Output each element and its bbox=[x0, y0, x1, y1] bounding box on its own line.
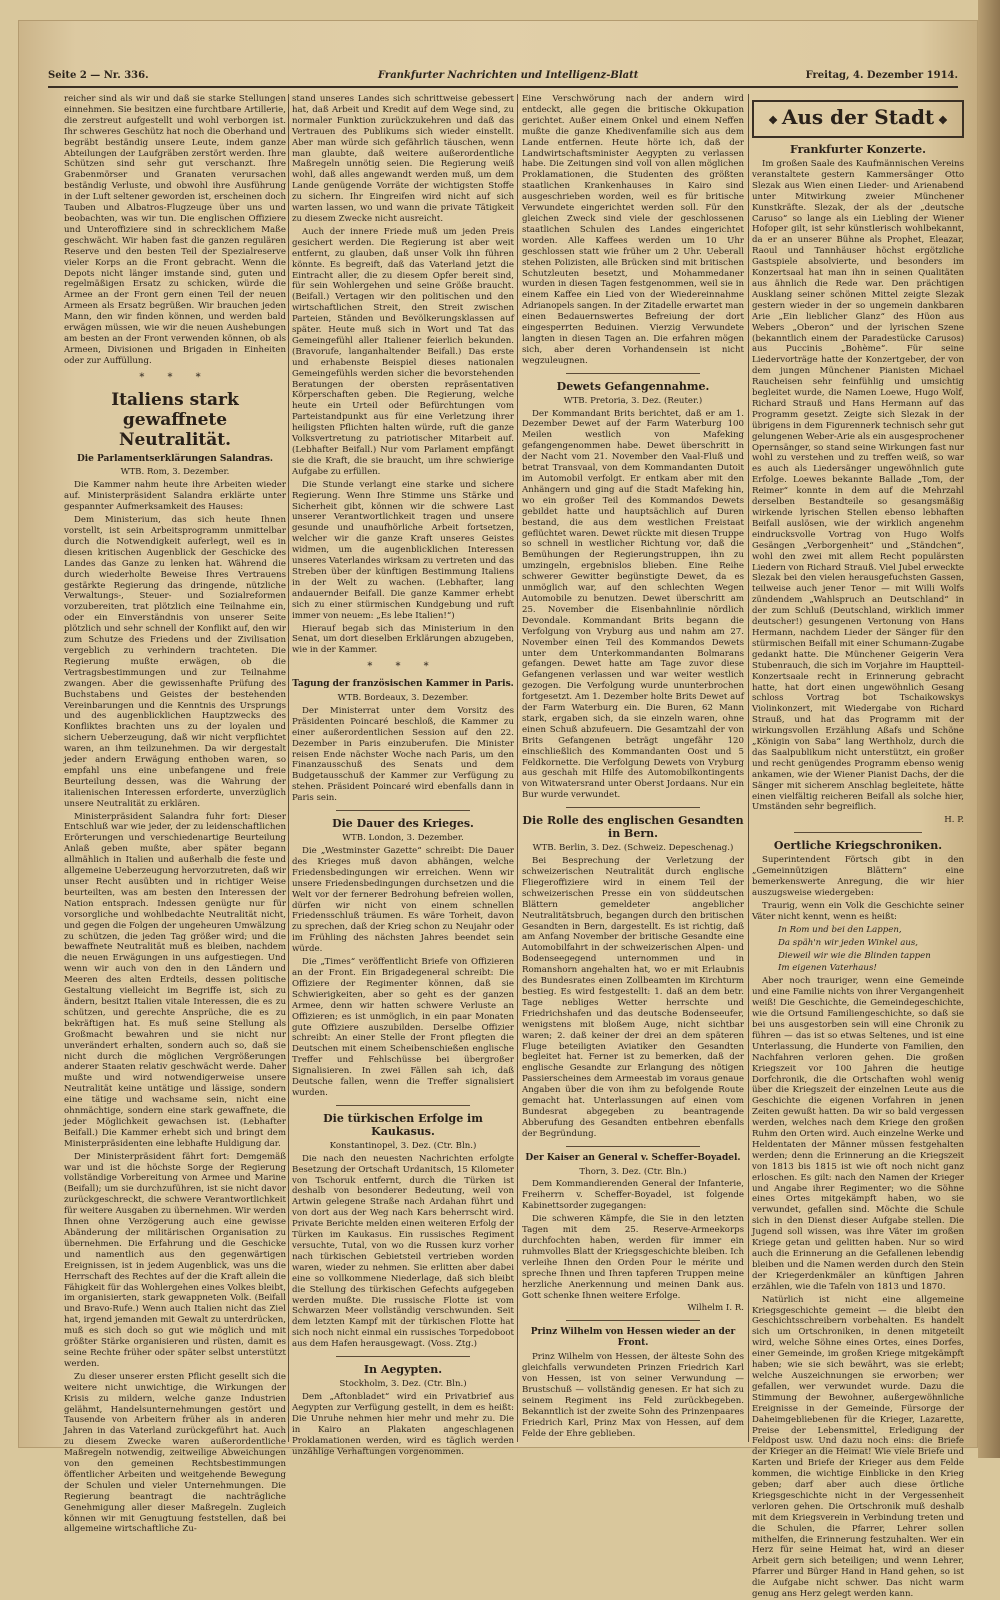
poem-line: In Rom und bei den Lappen, bbox=[778, 924, 902, 935]
dateline: WTB. Berlin, 3. Dez. (Schweiz. Depeschenag.) bbox=[532, 843, 734, 854]
article-paragraph: Der Ministerrat unter dem Vorsitz des Präsidenten Poincaré beschloß, die Kammer zu einer außerordentlichen Session auf den 22. Dezember in Paris einzuberufen. Die Minister reisen Ende nächster Woche nach Paris, um den Finanzausschuß des Senats und dem Budgetausschuß der Kammer zur Verfügung zu stehen. Präsident Poincaré wird ebenfalls dann in Paris sein. bbox=[292, 705, 514, 804]
article-paragraph: Der Kommandant Brits berichtet, daß er am 1. Dezember Dewet auf der Farm Waterburg 100 Meilen westlich von Mafeking gefangengenommen habe. Dewet überschritt in der Nacht vom 21. November den Vaal-Fluß und betrat Transvaal, von dem Kommandanten Dutoit im Automobil verfolgt. Er entkam aber mit den Anhängern und ging auf die Stadt Mafeking hin, wo ein großer Teil des Kommandos Dewets gebildet hatte und hauptsächlich auf Duren bestand, die aus dem westlichen Freistaat geflüchtet waren. Dewet rückte mit diesen Truppe so schnell in westlicher Richtung vor, daß die Bemühungen der Regierungstruppen, ihn zu umzingeln, ergebnislos blieben. Eine Reihe schwerer Gewitter begünstigte Dewet, da es unmöglich war, auf den schlechten Wegen Automobile zu benutzen. Dewet überschritt am 25. November die Eisenbahnlinie nördlich Devondale. Kommandant Brits begann die Verfolgung von Vryburg aus und nahm am 27. November einen Teil des Kommandos Dewets unter dem Unterkommandanten Bolmarans gefangen. Dewet hatte am Tage zuvor diese Gefangenen verlassen und war weiter westlich gezogen. Die Verfolgung wurde ununterbrochen fortgesetzt. Am 1. Dezember holte Brits Dewet auf der Farm Waterburg ein. Die Buren, 62 Mann stark, ergaben sich, da sie einzeln waren, ohne einen Schuß abzufeuern. Die Gesamtzahl der von Brits Gefangenen beträgt ungefähr 120 einschließlich des Kommandanten Oost und 5 Feldkornette. Die Verfolgung Dewets von Vryburg aus geschah mit Hilfe des Automobilkontingents von Witwatersrand unter Oberst Jordaans. Nur ein Bur wurde verwundet. bbox=[522, 408, 744, 801]
article-paragraph: Hierauf begab sich das Ministerium in den Senat, um dort dieselben Erklärungen abzugeben, wie in der Kammer. bbox=[292, 623, 514, 656]
signature: Wilhelm I. R. bbox=[687, 1303, 744, 1314]
article-paragraph: Die schweren Kämpfe, die Sie in den letzten Tagen mit dem 25. Reserve-Armeekorps durchfochten haben, werden für immer ein ruhmvolles Blatt der Kriegsgeschichte bleiben. Ich verleihe Ihnen den Orden Pour le mérite und spreche Ihnen und Ihren tapferen Truppen meine herzliche Anerkennung und meinen Dank aus. Gott schenke Ihnen weitere Erfolge. bbox=[522, 1214, 744, 1301]
article-paragraph: Die Kammer nahm heute ihre Arbeiten wieder auf. Ministerpräsident Salandra erklärte unter gespannter Aufmerksamkeit des Hauses: bbox=[64, 480, 286, 513]
poem-line: Im eigenen Vaterhaus! bbox=[778, 963, 877, 974]
dateline: WTB. Pretoria, 3. Dez. (Reuter.) bbox=[563, 395, 703, 406]
article-text: reicher sind als wir und daß sie starke Stellungen einnehmen. Sie besitzen eine furchtbare Artillerie, die zerstreut aufgestellt und wohl verborgen ist. Ihr schweres Geschütz hat noch die Oberhand und begräbt beständig unsere Leute, indem ganze Abteilungen der Laufgräben zerstört werden. Ihre Schützen sind sehr gut verschanzt. Ihre Grabenmörser und Granaten verursachen beständig Verluste, und obwohl ihre Ausführung in der Luft seltener geworden ist, erscheinen doch Tauben und Albatros-Flugzeuge über uns und beobachten, was wir tun. Die englischen Offiziere und Unteroffiziere sind in schrecklichem Maße geschwächt. Wir haben fast die ganzen regulären Reserve und den besten Teil der Spezialreserve vieler Korps an die Front gebracht. Wenn die Depots nicht länger imstande sind, guten und regelmäßigen Ersatz zu schicken, würde die Armee an der Front gern einen Teil der neuen Armeen als Ersatz begrüßen. Wir brauchen jeden Mann, den wir finden können, und werden bald erwägen müssen, wie wir die neuen Aushebungen am besten an der Front verwenden können, ob als Armeen, Divisionen und Brigaden in Einheiten oder zur Auffüllung. bbox=[64, 94, 286, 366]
article-paragraph: Die Stunde verlangt eine starke und sichere Regierung. Wenn Ihre Stimme uns Stärke und Sicherheit gibt, können wir die schwere Last unserer Verantwortlichkeit tragen und unsere gesunde und unaufhörliche Arbeit fortsetzen, welcher wir die ganze Kraft unseres Geistes widmen, um die augenblicklichen Interessen unseres Vaterlandes wirksam zu vertreten und das Streben über der künftigen Bestimmung Italiens in der Welt zu wachen. (Lebhafter, lang andauernder Beifall. Die ganze Kammer erhebt sich zu einer stürmischen Kundgebung und ruft immer von neuem: „Es lebe Italien!“) bbox=[292, 479, 514, 621]
dateline: Stockholm, 3. Dez. (Ctr. Bln.) bbox=[339, 1379, 467, 1390]
page-number: Seite 2 — Nr. 336. bbox=[48, 70, 149, 81]
article-paragraph: Auch der innere Friede muß um jeden Preis gesichert werden. Die Regierung ist aber weit entfernt, zu glauben, daß unser Volk ihn führen könnte. Es begreift, daß das Vaterland jetzt die Eintracht aller, die zu diesem Opfer bereit sind, für sein Wohlergehen und seine Größe braucht. (Beifall.) Vertagen wir den politischen und den wirtschaftlichen Streit, den Streit zwischen Parteien, Ständen und Bevölkerungsklassen auf später. Heute muß sich in Wort und Tat das Gemeingefühl aller Italiener feierlich bekunden. (Bravorufe, langanhaltender Beifall.) Das erste und erhabenste Beispiel dieses nationalen Gemeingefühls werden sicher die bevorstehenden Beratungen der obersten repräsentativen Körperschaften geben. Die Regierung, welche heute ein Urteil oder Befürchtungen vom Parteistandpunkt aus für eine Verletzung ihrer heiligsten Pflichten halten würde, ruft die ganze Volksvertretung zu patriotischer Mitarbeit auf. (Lebhafter Beifall.) Nur vom Parlament empfängt sie die Kraft, die sie braucht, um ihre schwierige Aufgabe zu erfüllen. bbox=[292, 226, 514, 477]
subhead-salandra: Die Parlamentserklärungen Salandras. bbox=[76, 453, 274, 464]
poem-line: Da späh'n wir jeden Winkel aus, bbox=[778, 937, 919, 948]
article-paragraph: Natürlich ist nicht eine allgemeine Kriegsgeschichte gemeint — die bleibt den Geschichtsschreibern vorbehalten. Es handelt sich um Ortschroniken, in denen mitgeteilt wird, welche Söhne eines Ortes, eines Dorfes, einer Gemeinde, im großen Kriege mitgekämpft haben; wie sie sich bewährt, was sie erlebt; welche Auszeichnungen sie erworben; wer gefallen, wer verwundet wurde. Dazu die Stimmung der Bewohner, außergewöhnliche Ereignisse in der Gemeinde, Fürsorge der Daheimgebliebenen für die Krieger, Lazarette, Preise der Lebensmittel, Erledigung der Feldpost usw. Und dazu noch eins: die Briefe der Krieger an die Heimat! Wie viele Briefe und Karten und Briefe der Krieger aus dem Felde kommen, die wichtige Einblicke in den Krieg geben; darf aber auch diese örtliche Kriegsgeschichte nicht in der Vergessenheit verloren gehen. Die Ortschronik muß deshalb mit dem Kriegsverein in Verbindung treten und die Schulen, die Pfarrer, Lehrer sollen mithelfen, die Erinnerung festzuhalten. Wer ein Herz für seine Heimat hat, wird an dieser Arbeit gern sich beteiligen; und wenn Lehrer, Pfarrer und Bürger Hand in Hand gehen, so ist die Aufgabe nicht schwer. Das nicht warm genug ans Herz gelegt werden kann. bbox=[752, 1294, 964, 1600]
column-1 bbox=[64, 94, 286, 1535]
headline-french-chamber: Tagung der französischen Kammer in Paris. bbox=[292, 679, 514, 690]
article-paragraph: Der Ministerpräsident fährt fort: Demgemäß war und ist die höchste Sorge der Regierung vollständige Vorbereitung von Armee und Marine (Beifall); um sie durchzuführen, ist sie nicht davor zurückgeschreckt, die schwere Verantwortlichkeit für weitere Ausgaben zu übernehmen. Wir werden Ihnen ohne Verzögerung auch eine gewisse Abänderung der militärischen Organisation zu übernehmen. Die Erfahrung und die Geschicke und namentlich aus den gegenwärtigen Ereignissen, ist in jedem Augenblick, was uns die Herrschaft des Rechtes auf der die Kraft allein die Fähigkeit für das Wohlergehen eines Volkes bleibt, im organisierten, stark gewappneten Volk. (Beifall und Bravo-Rufe.) Wenn auch Italien nicht das Ziel hat, irgend jemanden mit Gewalt zu unterdrücken, muß es sich doch so gut wie möglich und mit größter Stärke organisieren und rüsten, damit es seine Rechte früher oder später selbst unterstützt werden. bbox=[64, 1151, 286, 1369]
separator bbox=[566, 373, 699, 374]
headline-dewet: Dewets Gefangennahme. bbox=[556, 379, 710, 393]
article-paragraph: Bei Besprechung der Verletzung der schweizerischen Neutralität durch englische Fliegeroffiziere wird in einem Teil der schweizerischen Presse ein von süddeutschen Blättern gemeldeter angeblicher Neutralitätsbruch, begangen durch den britischen Gesandten in Bern, dargestellt. Es ist richtig, daß am Anfang November der britische Gesandte eine Automobilfahrt in der schweizerischen Alpen- und Bodenseegegend unternommen und in Romanshorn angehalten hat, wo er mit Erlaubnis des Bundesrates einen Zollbeamten im Kirchturm bestieg. Es wird festgestellt: 1. daß an dem betr. Tage nebliges Wetter herrschte und Friedrichshafen und das deutsche Bodenseeufer, wenigstens mit bloßem Auge, nicht sichtbar waren; 2. daß keiner der drei an dem späteren Fluge beteiligten Aviatiker den Gesandten begleitet hat. Ferner ist zu bemerken, daß der englische Gesandte zur Erlangung des nötigen Passierscheines dem Armeestab im voraus genaue Angaben über die von ihm zu befolgende Route gemacht hat. Unterlassungen auf einen vom Bundesrat abgegeben zu beantragende Abberufung des Gesandten entbehren ebenfalls der Begründung. bbox=[522, 856, 744, 1139]
article-paragraph: Dem „Aftonbladet“ wird ein Privatbrief aus Aegypten zur Verfügung gestellt, in dem es heißt: Die Unruhe nehmen hier mehr und mehr zu. Die in Kairo an Plakaten angeschlagenen Proklamationen werden, wird es täglich werden unzählige Verhaftungen vorgenommen. bbox=[292, 1391, 514, 1457]
dateline: WTB. Bordeaux, 3. Dezember. bbox=[337, 693, 469, 704]
article-paragraph: Dem Kommandierenden General der Infanterie, Freiherrn v. Scheffer-Boyadel, ist folgende Kabinettsorder zugegangen: bbox=[522, 1179, 744, 1212]
signature: H. P. bbox=[944, 815, 964, 826]
separator bbox=[566, 1320, 699, 1321]
column-3 bbox=[522, 94, 744, 1442]
article-paragraph: Prinz Wilhelm von Hessen, der älteste Sohn des gleichfalls verwundeten Prinzen Friedrich Karl von Hessen, ist von seiner Verwundung — Brustschuß — vollständig genesen. Er hat sich zu seinem Regiment ins Feld zurückbegeben. Bekanntlich ist der zweite Sohn des Prinzenpaares Friedrich Karl, Prinz Max von Hessen, auf dem Felde der Ehre geblieben. bbox=[522, 1352, 744, 1439]
headline-english-envoy: Die Rolle des englischen Gesandten in Bern. bbox=[522, 814, 744, 841]
separator bbox=[566, 1146, 699, 1147]
dateline: WTB. Rom, 3. Dezember. bbox=[120, 467, 230, 478]
issue-date: Freitag, 4. Dezember 1914. bbox=[805, 70, 958, 81]
headline-war-chronicles: Oertliche Kriegschroniken. bbox=[773, 839, 943, 853]
article-paragraph: Ministerpräsident Salandra fuhr fort: Dieser Entschluß war wie jeder, der zu leidenschaftlichen Erörterungen und verschiedenartige Beurteilung Anlaß geben mußte, aber später begann allmählich in Italien und außerhalb die feste und allgemeine Ueberzeugung hervorzutreten, daß wir unser Recht ausübten und in richtiger Weise beurteilten, was am besten den Interessen der Nation entsprach. Indessen genügte nur für vorsorgliche und wohlbedachte Neutralität nicht, und gegen die Folgen der ungeheuren Umwälzung zu schützen, die jeden Tag größer wird; und die bewaffnete Neutralität muß es bleiben, nachdem die neuen Erwägungen in uns aufgestiegen. Und wenn wir auch von den in den Ländern und Meeren des alten Erdteils, dessen politische Gestaltung vielleicht im Begriffe ist, sich zu ändern, besitzt Italien vitale Interessen, die es zu schützen, und gerechte Ansprüche, die es zu bekräftigen hat. Es muß seine Stellung als Großmacht bewahren und sie nicht nur unverändert erhalten, sondern auch so, daß sie nicht durch die möglichen Vergrößerungen anderer Staaten relativ geschwächt werde. Daher mußte und wird notwendigerweise unsere Neutralität keine untätige und lässige, sondern eine tätige und wachsame sein, nicht eine ohnmächtige, sondern eine stark gewaffnete, die jeder Möglichkeit gewachsen ist. (Lebhafter Beifall.) Die Kammer erhebt sich und bringt dem Ministerpräsidenten eine lebhafte Huldigung dar. bbox=[64, 811, 286, 1149]
section-stars: * * * bbox=[139, 371, 211, 383]
dateline: WTB. London, 3. Dezember. bbox=[342, 833, 464, 844]
headline-italy: Italiens stark gewaffnete Neutralität. bbox=[111, 389, 239, 450]
article-paragraph: Aber noch trauriger, wenn eine Gemeinde und eine Familie nichts von ihrer Vergangenheit weiß! Die Geschichte, die Gemeindegeschichte, wie die Ortsund Familiengeschichte, so daß sie bei uns ausgestorben sein will eine Chronik zu führen — das ist so etwas Seltenes, und ist eine Unterlassung, die Hunderte von Familien, den Nachfahren verloren gehen. Die großen Kriegszeit vor 100 Jahren die heutige Dorfchronik, die die Ortschaften wohl wenig über die Kriegszeit der einzelnen Leute aus die Geschichte die eigenen Vorfahren in jenen Zeiten gewußt hatten. Da wir so bald vergessen werden, welches nach dem Kriege den großen Ruhm den Orten wird. Auch einzelne Werke und Heldentaten der Männer müssen festgehalten werden; denn die Erinnerung an die Kriegszeit von 1813 bis 1815 ist wie oft noch nicht ganz erloschen. Es gilt: nach den Namen der Krieger und Angabe ihrer Regimenter; wo die Söhne eines Ortes mitgekämpft haben, wo sie verwundet, gefallen sind. Möchte die Schule sich in den Dienst dieser Aufgabe stellen. Die Jugend soll wissen, was ihre Väter im großen Kriege getan und gelitten haben. Nur so wird auch die Erinnerung an die Gefallenen lebendig bleiben und die Namen werden durch den Stein der Kriegerdenkmäler an künftigen Jahren erzählen, wie die Tafeln von 1813 und 1870. bbox=[752, 976, 964, 1292]
masthead: Frankfurter Nachrichten und Intelligenz-Blatt bbox=[378, 70, 639, 81]
column-4 bbox=[752, 94, 964, 1600]
article-paragraph: Die nach den neuesten Nachrichten erfolgte Besetzung der Ortschaft Urdanitsch, 15 Kilometer von Tschoruk entfernt, durch die Türken ist deshalb von besonderer Bedeutung, weil von Artwin gelegene Straße nach Ardahan führt und von dort aus der Weg nach Kars beherrscht wird. Private Berichte melden einen weiteren Erfolg der Türken im Kaukasus. Ein russisches Regiment versuchte, Tutal, von wo die Russen kurz vorher nach türkischen Gebietsteil vertrieben worden waren, wieder zu nehmen. Sie erlitten aber dabei eine so vollkommene Niederlage, daß sich bleibt die Stellung des türkischen Gefechts aufgegeben werden mußte. Die russische Flotte ist vom Schwarzen Meer vollständig verschwunden. Seit dem letzten Kampf mit der türkischen Flotte hat sich noch nicht einmal ein russisches Torpedoboot aus dem Hafen herausgewagt. (Voss. Ztg.) bbox=[292, 1153, 514, 1350]
ornament-icon: ❖ bbox=[934, 114, 948, 127]
separator bbox=[794, 832, 921, 833]
article-paragraph: stand unseres Landes sich schrittweise gebessert hat, daß Arbeit und Kredit auf dem Wege sind, zu normaler Funktion zurückzukehren und daß das Vertrauen des Publikums sich wieder einstellt. Aber man würde sich gefährlich täuschen, wenn man glaubte, daß weitere außerordentliche Maßregeln unnötig seien. Die Regierung weiß wohl, daß alles angewandt werden muß, um dem Lande genügende Vorräte der wichtigsten Stoffe zu sichern. Ihr Eingreifen wird nicht auf sich warten lassen, wo und wann die private Tätigkeit zu diesem Zwecke nicht ausreicht. bbox=[292, 94, 514, 224]
section-title: Aus der Stadt bbox=[781, 105, 935, 129]
headline-prince-wilhelm: Prinz Wilhelm von Hessen wieder an der Front. bbox=[530, 1327, 736, 1349]
headline-concerts: Frankfurter Konzerte. bbox=[790, 143, 926, 156]
poem-line: Dieweil wir wie die Blinden tappen bbox=[778, 950, 931, 961]
separator bbox=[336, 1105, 469, 1106]
headline-egypt: In Aegypten. bbox=[363, 1363, 443, 1377]
separator bbox=[566, 807, 699, 808]
headline-caucasus: Die türkischen Erfolge im Kaukasus. bbox=[323, 1111, 483, 1138]
column-rule bbox=[748, 94, 749, 1442]
section-box bbox=[752, 100, 964, 138]
ornament-icon: ❖ bbox=[768, 114, 782, 127]
headline-kaiser: Der Kaiser an General v. Scheffer-Boyadel. bbox=[525, 1152, 741, 1163]
article-paragraph: Superintendent Förtsch gibt in den „Gemeinnützigen Blättern“ eine bemerkenswerte Anregung, die wir hier auszugsweise wiedergeben: bbox=[752, 855, 964, 898]
article-paragraph: Im großen Saale des Kaufmännischen Vereins veranstaltete gestern Kammersänger Otto Slezak aus Wien einen Lieder- und Arienabend unter Mitwirkung zweier Münchener Kunstkräfte. Slezak, der als der „deutsche Caruso“ so lange als ein Liebling der Wiener Hofoper gilt, ist sehr künstlerisch wohlbekannt, da er an unserer Bühne als Prophet, Eleazar, Raoul und Tannhäuser höchst ergötzliche Gastspiele absolvierte, und besonders im Konzertsaal hat man ihn in seinen Qualitäten aus ähnlich die Rede war. Den prächtigen Ausklang seiner schönen Mittel zeigte Slezak gestern wieder in der so ungemein dankbaren Arie „Ein lieblicher Glanz“ des Hüon aus Webers „Oberon“ und der lyrischen Szene (bekanntlich einem der Paradestücke Carusos) aus Puccinis „Bohème“. Für seine Liedervorträge hatte der Konzertgeber, der von dem jungen Münchener Pianisten Michael Raucheisen sehr feinfühlig und umsichtig begleitet wurde, die Namen Loewe, Hugo Wolf, Richard Strauß und Hans Hermann auf das Programm gesetzt. Zeigte sich Slezak in der übrigens in dem Figurennerk technisch sehr gut gelungenen Weber-Arie als ein ausgesprochener Opernsänger, so stand seine Wirkungen fast nur wohl zu verstehen und zu treffen weiß, so war es auch als Liedersänger ungewöhnlich gute Erfolge. Loewes bekannte Ballade „Tom, der Reimer“ konnte in dem auf die Mehrzahl derselben Bestandteile so gesangsmäßig wirkende lyrischen Stellen ebenso lebhaften Beifall auslösen, wie der wirklich angenehm eindrucksvolle Vortrag von Hugo Wolfs Gesängen „Verborgenheit“ und „Ständchen“, wohl den zwei mit allem Recht populärsten Liedern von Richard Strauß. Viel Jubel erweckte Slezak bei den vielen herausgefuchsten Gassen, teilweise auch jener Tenor — mit Willi Wolfs zündendem „Wahlspruch an Deutschland“ in der zum Schluß (Deutschland, wirklich immer deutscher!) gesungenen Vertonung von Hans Hermann, nachdem Lieder der Sänger für den stürmischen Beifall mit einer Schumann-Zugabe gedankt hatte. Die Münchener Geigerin Vera Stubenrauch, die sich im Vorjahre im Hauptteil-Konzertsaale recht in Erinnerung gebracht hatte, hat dort einen ungewöhnlich Gesang schloss Vortrag bot Tschaikowskys Violinkonzert, mit Wiedergabe von Richard Strauß, und hat das Programm mit der wirkungsvollen Erzählung Aßafs und Schöne „Königin von Saba“ lang Werthholz, durch die das Saalpublikum nicht unterstützt, ein großer und recht genügendes Programm ebenso wenig ankamen, wie der Wiener Pianist Dachs, der die Sänger mit sicherem Anschlag begleitete, hätte einen vielfältig reicheren Beifall als solche hier, Umständen sehr begreiflich. bbox=[752, 159, 964, 813]
headline-war-duration: Die Dauer des Krieges. bbox=[332, 817, 474, 831]
section-stars: * * * bbox=[367, 661, 439, 673]
article-paragraph: Traurig, wenn ein Volk die Geschichte seiner Väter nicht kennt, wenn es heißt: bbox=[752, 900, 964, 922]
column-rule bbox=[517, 94, 518, 1442]
page-edge bbox=[978, 0, 1000, 1458]
article-paragraph: Die „Westminster Gazette“ schreibt: Die Dauer des Krieges muß davon abhängen, welche Friedensbedingungen wir erreichen. Wenn wir unsere Friedensbedingungen durchsetzen und die Welt vor der fernerer Bedrohung befreien wollen, dürfen wir nicht von einem schnellen Friedensschluß träumen. Es wäre Torheit, davon zu sprechen, daß der Krieg schon zu Neujahr oder im Frühling des nächsten Jahres beendet sein würde. bbox=[292, 846, 514, 955]
separator bbox=[336, 1356, 469, 1357]
dateline: Konstantinopel, 3. Dez. (Ctr. Bln.) bbox=[329, 1140, 477, 1151]
column-rule bbox=[288, 94, 289, 1442]
header-rule bbox=[48, 86, 958, 88]
article-paragraph: Die „Times“ veröffentlicht Briefe von Offizieren an der Front. Ein Brigadegeneral schreibt: Die Offiziere der Regimenter können, daß sie Schwierigkeiten, aber so geht es der ganzen Armee, denn wir hatten schwere Verluste an Offizieren; es ist unmöglich, in ein paar Monaten gute Offiziere auszubilden. Derselbe Offizier schreibt: An einer Stelle der Front pflegten die Deutschen mit einem Scheibenschießen englische Treffer und Fehlschüsse bei übergroßer Signalisieren. In zwei Fällen sah ich, daß Deutsche fallen, wenn die Treffer signalisiert wurden. bbox=[292, 957, 514, 1098]
separator bbox=[336, 810, 469, 811]
article-paragraph: Eine Verschwörung nach der andern wird entdeckt, alle gegen die britische Okkupation gerichtet. Außer einem Onkel und einem Neffen mußte die ganze Khedivenfamilie sich aus dem Lande entfernen. Heute hörte ich, daß der Landwirtschaftsminister Aegypten zu verlassen habe. Die Zeitungen sind voll von allen möglichen Proklamationen, die Studenten des größten staatlichen Krankenhauses in Kairo sind ausgeschrieben worden, weil es für britische Verwundete eingerichtet werden soll. Für den gleichen Zweck sind viele der geschlossenen staatlichen Schulen des Landes eingerichtet worden. Alle Kaffees werden um 10 Uhr geschlossen statt wie früher um 2 Uhr. Ueberall stehen Polizisten, alle Brücken sind mit britischen Schutzleuten besetzt, und Mohammedaner wurden in diesen Tagen festgenommen, weil sie in einem Kaffee ein Lied von der Wiedereinnahme Adrianopels sangen. In der Zitadelle erwartet man einen Bedauernswertes Befreiung der dort eingesperrten Beduinen. Vierzig Verwundete langten in diesen Tagen an. Die erfahren mögen sich, aber deren Vorhandensein ist nicht wegzuleugnen. bbox=[522, 94, 744, 366]
article-paragraph: Dem Ministerium, das sich heute Ihnen vorstellt, ist sein Arbeitsprogramm unmittelbar durch die Notwendigkeit auferlegt, weil es in diesen kritischen Augenblick der Geschicke des Landes das Ganze zu lenken hat. Während die durch wiederholte Beweise Ihres Vertrauens gestärkte Regierung das dringende, nützliche Verwaltungs-, Steuer- und Sozialreformen vorzubereiten, trat plötzlich eine Teilnahme ein, oder ein Einverständnis von unserer Seite plötzlich und sehr schnell der Konflikt auf, den wir zum Schutze des Friedens und der Zivilisation vergeblich zu verhindern trachteten. Die Regierung mußte erwägen, ob die Vertragsbestimmungen und zur Teilnahme zwangen. Aber die gewissenhafte Prüfung des Buchstabens und Geistes der bestehenden Vereinbarungen und die Kenntnis des Ursprungs und des augenblicklichen Hauptzwecks des Konfliktes brachten uns zu der loyalen und sichern Ueberzeugung, daß wir nicht verpflichtet waren, an ihm teilzunehmen. Da wir dergestalt jeder andern Erwägung enthoben waren, so empfahl uns eine unbefangene und freie Beurteilung dessen, was die Wahrung der italienischen Interessen erforderte, unverzüglich unsere Neutralität zu erklären. bbox=[64, 515, 286, 809]
dateline: Thorn, 3. Dez. (Ctr. Bln.) bbox=[579, 1166, 687, 1177]
article-paragraph: Zu dieser unserer ersten Pflicht gesellt sich die weitere nicht unwichtige, die Wirkungen der Krisis zu mildern, welche ganze Industrien gelähmt, Handelsunternehmungen gestört und Tausende von Arbeitern früher als in anderen Jahren in das Vaterland zurückgeführt hat. Auch zu diesem Zwecke waren außerordentliche Maßregeln notwendig, zeitweilige Abweichungen von den gemeinen Rechtsbestimmungen öffentlicher Arbeiten und weitgehende Bewegung der Schulen und vieler Unternehmungen. Die Regierung beantragt die nachträgliche Genehmigung aller dieser Maßregeln. Zugleich können wir mit Genugtuung feststellen, daß bei allgemeine wirtschaftliche Zu- bbox=[64, 1371, 286, 1535]
column-2 bbox=[292, 94, 514, 1457]
